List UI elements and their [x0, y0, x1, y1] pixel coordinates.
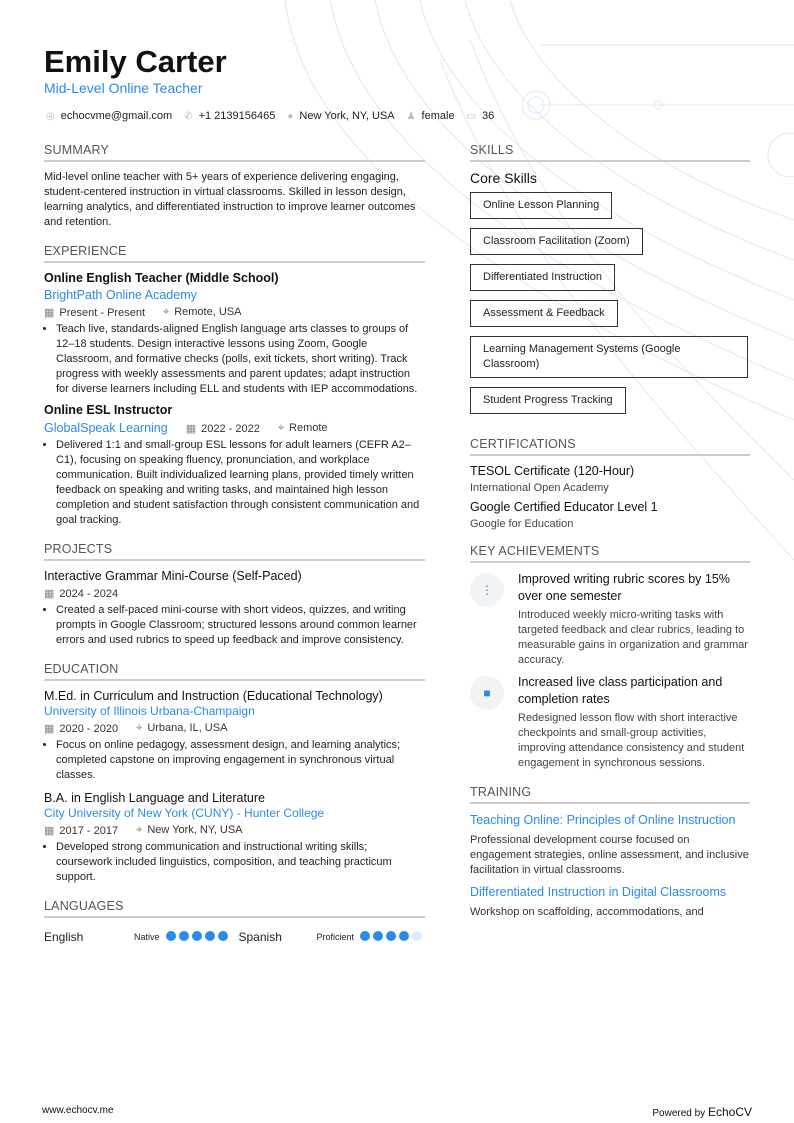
school: University of Illinois Urbana-Champaign	[44, 704, 255, 718]
skill-tag: Classroom Facilitation (Zoom)	[470, 228, 643, 255]
footer-powered: Powered by EchoCV	[652, 1105, 752, 1119]
rating-dot	[192, 931, 202, 941]
dots-vertical-icon: ⋮	[470, 573, 504, 607]
section-heading: KEY ACHIEVEMENTS	[470, 544, 750, 563]
language-item: Spanish Proficient	[239, 930, 426, 944]
rating-dots	[360, 930, 425, 944]
candidate-title: Mid-Level Online Teacher	[44, 80, 203, 96]
location-icon: ●	[287, 111, 294, 122]
section-heading: LANGUAGES	[44, 899, 425, 918]
degree: B.A. in English Language and Literature	[44, 791, 265, 805]
job-title: Online English Teacher (Middle School)	[44, 271, 279, 285]
section-heading: CERTIFICATIONS	[470, 437, 750, 456]
skill-tag: Learning Management Systems (Google Classroom)	[470, 336, 748, 378]
calendar-icon: ▦	[185, 422, 197, 435]
training-section	[470, 785, 750, 920]
rating-dot	[205, 931, 215, 941]
skills-subheading: Core Skills	[470, 170, 537, 186]
left-column	[44, 143, 425, 958]
achievement-item: ⋮ Improved writing rubric scores by 15% over one semester Introduced weekly micro-writing tasks with targeted feedback and clear rubrics, leading to measurable gains in organization and grammar accuracy.	[470, 571, 750, 668]
section-heading: EXPERIENCE	[44, 244, 425, 263]
school: City University of New York (CUNY) - Hunter College	[44, 806, 325, 820]
cert-name: TESOL Certificate (120-Hour)	[470, 464, 635, 478]
person-icon: ♟	[406, 111, 416, 122]
education-bullet: • Developed strong communication and instructional writing skills; coursework included linguistics, composition, and teaching practicum support.	[56, 840, 425, 885]
right-column	[470, 143, 750, 934]
contact-email: ◎ echocvme@gmail.com	[46, 110, 173, 122]
contact-age: ▭ 36	[466, 110, 495, 122]
company-name: GlobalSpeak Learning	[44, 421, 168, 435]
brand-logo-text: EchoCV	[707, 1105, 752, 1119]
certifications-section	[470, 437, 750, 530]
skill-tag: Differentiated Instruction	[470, 264, 615, 291]
location-icon: ⌖	[136, 824, 143, 836]
section-heading: SKILLS	[470, 143, 750, 162]
section-heading: SUMMARY	[44, 143, 425, 162]
candidate-name: Emily Carter	[44, 44, 227, 79]
project-bullet: • Created a self-paced mini-course with short videos, quizzes, and writing prompts in Google Classroom; structured lessons around common learner errors and used rubrics to speed up feedback and improve consistency.	[56, 603, 425, 648]
contact-phone: ✆ +1 2139156465	[184, 110, 276, 122]
skill-tag: Online Lesson Planning	[470, 192, 612, 219]
at-icon: ◎	[46, 111, 55, 122]
training-desc: Professional development course focused on engagement strategies, online assessment, and inclusive facilitation in virtual classrooms.	[470, 834, 749, 876]
training-desc: Workshop on scaffolding, accommodations, and	[470, 906, 704, 918]
training-title: Teaching Online: Principles of Online Instruction	[470, 813, 736, 827]
contact-bar	[46, 110, 494, 122]
calendar-icon: ▦	[44, 825, 55, 837]
contact-location: ● New York, NY, USA	[287, 110, 395, 122]
skills-section	[470, 143, 750, 423]
rating-dot	[412, 931, 422, 941]
rating-dot	[166, 931, 176, 941]
project-title: Interactive Grammar Mini-Course (Self-Paced)	[44, 569, 302, 583]
job-title: Online ESL Instructor	[44, 403, 173, 417]
job-entry: Online English Teacher (Middle School) BrightPath Online Academy ▦ Present - Present ⌖ Remote, USA • Teach live, standards-aligned English language arts classes to groups of 12–18 students. Design interactive lessons using Zoom, Google Classroom, and formative checks (polls, exit tickets, short writing). Track progress with weekly assessments and parent updates; adapt instruction for diverse learners including ELL and students with IEP accommodations.	[44, 271, 425, 397]
company-name: BrightPath Online Academy	[44, 288, 197, 302]
languages-section	[44, 899, 425, 944]
achievements-section	[470, 544, 750, 771]
job-entry: Online ESL Instructor GlobalSpeak Learning ▦ 2022 - 2022 ⌖ Remote • Delivered 1:1 and small-group ESL lessons for adult learners (CEFR A2–C1), focusing on speaking fluency, pronunciation, and workplace communication. Built individualized learning plans, provided timely written feedback on speaking and writing tasks, and maintained high lesson completion and student satisfaction through consistent communication and goal tracking.	[44, 403, 425, 528]
rating-dot	[179, 931, 189, 941]
experience-section	[44, 244, 425, 528]
calendar-icon: ▦	[44, 588, 55, 600]
degree: M.Ed. in Curriculum and Instruction (Educational Technology)	[44, 689, 383, 703]
rating-dots	[166, 930, 231, 944]
rating-dot	[386, 931, 396, 941]
calendar-icon: ▦	[44, 723, 55, 735]
cert-issuer: Google for Education	[470, 518, 574, 530]
section-heading: PROJECTS	[44, 542, 425, 561]
briefcase-icon: ■	[470, 676, 504, 710]
training-title: Differentiated Instruction in Digital Classrooms	[470, 885, 727, 899]
summary-text: Mid-level online teacher with 5+ years of experience delivering engaging, student-centered instruction in virtual classrooms. Skilled in lesson design, learning analytics, and differentiated instruction to improve learner outcomes and retention.	[44, 171, 416, 228]
achievement-item: ■ Increased live class participation and completion rates Redesigned lesson flow with short interactive checkpoints and small-group activities, improving attendance consistency and student engagement in synchronous sessions.	[470, 674, 750, 771]
projects-section: PROJECTS Interactive Grammar Mini-Course (Self-Paced) ▦ 2024 - 2024 • Created a self-paced mini-course with short videos, quizzes, and writing prompts in Google Classroom; structured lessons around common learner errors and used rubrics to speed up feedback and improve consistency.	[44, 542, 425, 648]
rating-dot	[399, 931, 409, 941]
skill-tag: Assessment & Feedback	[470, 300, 618, 327]
phone-icon: ✆	[184, 111, 193, 122]
section-heading: EDUCATION	[44, 662, 425, 681]
location-icon: ⌖	[277, 421, 285, 434]
job-bullet: • Delivered 1:1 and small-group ESL lessons for adult learners (CEFR A2–C1), focusing on speaking fluency, pronunciation, and workplace communication. Built individualized learning plans, provided timely written feedback on speaking and writing tasks, and maintained high lesson completion and student satisfaction through consistent communication and goal tracking.	[56, 438, 425, 528]
job-bullet: • Teach live, standards-aligned English language arts classes to groups of 12–18 students. Design interactive lessons using Zoom, Google Classroom, and formative checks (polls, exit tickets, short writing). Track progress with weekly assessments and parent updates; adapt instruction for diverse learners including ELL and students with IEP accommodations.	[56, 322, 425, 397]
location-icon: ⌖	[136, 722, 143, 734]
calendar-icon: ▭	[466, 111, 477, 122]
education-section: EDUCATION M.Ed. in Curriculum and Instruction (Educational Technology) University of Illinois Urbana-Champaign ▦ 2020 - 2020 ⌖ Urbana, IL, USA • Focus on online pedagogy, assessment design, and learning analytics; completed capstone on improving engagement in synchronous virtual classes. B.A. in English Language and Literature City University of New York (CUNY) - Hunter College ▦ 2017 - 2017 ⌖ New York, NY, USA • Developed strong communication and instructional writing skills; coursework included linguistics, composition, and teaching practicum support.	[44, 662, 425, 885]
rating-dot	[218, 931, 228, 941]
education-bullet: • Focus on online pedagogy, assessment design, and learning analytics; completed capstone on improving engagement in synchronous virtual classes.	[56, 738, 425, 783]
summary-section	[44, 143, 425, 230]
cert-name: Google Certified Educator Level 1	[470, 500, 658, 514]
language-item: English Native	[44, 930, 231, 944]
calendar-icon: ▦	[44, 307, 55, 319]
location-icon: ⌖	[163, 306, 170, 318]
footer-website[interactable]: www.echocv.me	[42, 1105, 114, 1116]
contact-gender: ♟ female	[406, 110, 455, 122]
section-heading: TRAINING	[470, 785, 750, 804]
rating-dot	[360, 931, 370, 941]
rating-dot	[373, 931, 383, 941]
skill-tag: Student Progress Tracking	[470, 387, 626, 414]
cert-issuer: International Open Academy	[470, 482, 609, 494]
